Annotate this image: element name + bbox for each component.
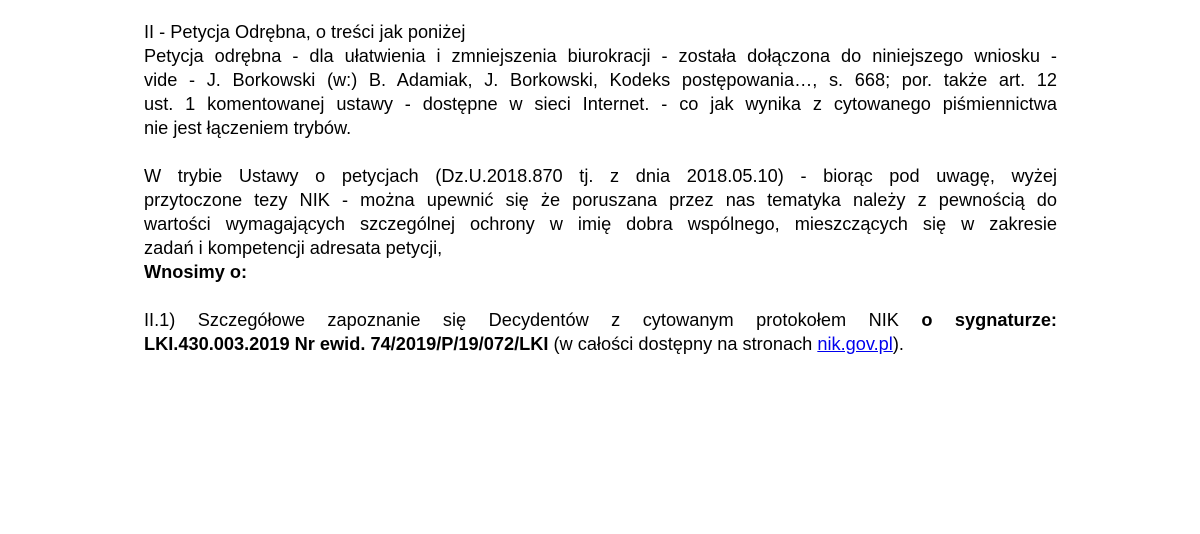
paragraph2-line1: W trybie Ustawy o petycjach (Dz.U.2018.870 tj. z dnia 2018.05.10) - biorąc pod uwagę, wyżej xyxy=(144,166,1057,186)
paragraph1-line1: Petycja odrębna - dla ułatwienia i zmniejszenia biurokracji - została dołączona do niniejszego wniosku - xyxy=(144,46,1057,66)
item-II1-line1 xyxy=(144,308,1057,332)
paragraph1-line3: ust. 1 komentowanej ustawy - dostępne w sieci Internet. - co jak wynika z cytowanego piśmiennictwa xyxy=(144,94,1057,114)
paragraph2-line4: zadań i kompetencji adresata petycji, xyxy=(144,238,443,258)
nik-gov-link[interactable]: nik.gov.pl xyxy=(817,334,893,354)
item-II1-text: II.1) Szczegółowe zapoznanie się Decydentów z cytowanym protokołem NIK xyxy=(144,310,899,330)
request-label: Wnosimy o: xyxy=(144,262,248,282)
section-heading: II - Petycja Odrębna, o treści jak poniżej xyxy=(144,22,466,42)
signature-number: LKI.430.003.2019 Nr ewid. 74/2019/P/19/072/LKI xyxy=(144,334,549,354)
paragraph-gap xyxy=(144,140,1057,164)
paragraph-gap xyxy=(144,284,1057,308)
paragraph2-line2: przytoczone tezy NIK - można upewnić się że poruszana przez nas tematyka należy z pewnością do xyxy=(144,190,1057,210)
paragraph1-line4: nie jest łączeniem trybów. xyxy=(144,118,352,138)
paragraph1-line2: vide - J. Borkowski (w:) B. Adamiak, J. Borkowski, Kodeks postępowania…, s. 668; por. także art. 12 xyxy=(144,70,1057,90)
item-II1-availability: (w całości dostępny na stronach xyxy=(548,334,818,354)
document-page xyxy=(144,20,1057,356)
item-II1-line2 xyxy=(144,332,1057,356)
paragraph2-line3: wartości wymagających szczególnej ochrony w imię dobra wspólnego, mieszczących się w zakresie xyxy=(144,214,1057,234)
signature-label: o sygnaturze: xyxy=(898,310,1057,330)
item-II1-closing: ). xyxy=(892,334,904,354)
